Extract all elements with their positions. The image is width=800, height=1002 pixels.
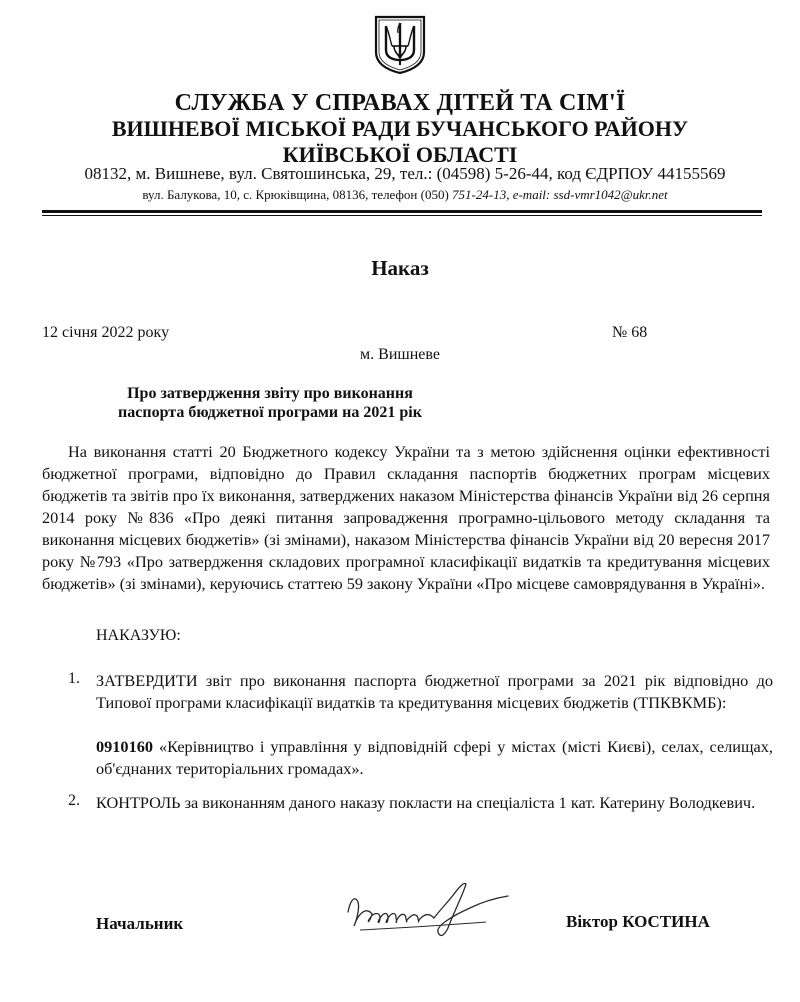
item1-number: 1.	[68, 670, 80, 687]
signatory-name: Віктор КОСТИНА	[566, 912, 710, 931]
header-divider-thin	[42, 215, 762, 216]
budget-program-code: 0910160	[96, 737, 153, 756]
signature-icon	[336, 872, 516, 942]
org-name-line2: ВИШНЕВОЇ МІСЬКОЇ РАДИ БУЧАНСЬКОГО РАЙОНУ	[111, 116, 689, 141]
item1-text: ЗАТВЕРДИТИ звіт про виконання паспорта бюджетної програми за 2021 рік відповідно до Типової програми класифікації видатків та кредитування місцевих бюджетів (ТПКВКМБ):	[96, 671, 773, 712]
subject-line2: паспорта бюджетної програми на 2021 рік	[118, 404, 422, 421]
coat-of-arms-icon	[372, 14, 428, 74]
org-address-secondary	[0, 187, 800, 203]
document-city: м. Вишневе	[360, 346, 440, 363]
preamble-paragraph: На виконання статті 20 Бюджетного кодексу України та з метою здійснення оцінки ефективності бюджетної програми, відповідно до Правил складання паспортів бюджетних програм місцевих бюджетів та звітів про їх виконання, затверджених наказом Міністерства фінансів України від 26 серпня 2014 року №836 «Про деякі питання запровадження програмно-цільового методу складання та виконання місцевих бюджетів» (зі змінами), наказом Міністерства фінансів України від 20 вересня 2017 року №793 «Про затвердження складових програмної класифікації видатків та кредитування місцевих бюджетів» (зі змінами), керуючись статтею 59 закону України «Про місцеве самоврядування в Україні».	[42, 442, 770, 593]
org-name-line3: КИЇВСЬКОЇ ОБЛАСТІ	[282, 142, 518, 167]
address2-prefix: вул. Балукова, 10, с. Крюківщина, 08136, телефон (050)	[142, 187, 453, 202]
signatory-title: Начальник	[96, 914, 184, 933]
document-title: Наказ	[371, 256, 429, 280]
subject-line1: Про затвердження звіту про виконання	[127, 385, 413, 402]
item2-text: КОНТРОЛЬ за виконанням даного наказу покласти на спеціаліста 1 кат. Катерину Володкевич.	[96, 793, 756, 812]
item1-code-paragraph	[96, 736, 773, 780]
address2-phone: 751-24-13	[452, 187, 507, 202]
document-date: 12 січня 2022 року	[42, 324, 170, 341]
org-name-line1: СЛУЖБА У СПРАВАХ ДІТЕЙ ТА СІМ'Ї	[174, 90, 626, 116]
org-address-main: 08132, м. Вишневе, вул. Святошинська, 29, тел.: (04598) 5-26-44, код ЄДРПОУ 44155569	[84, 164, 726, 183]
header-divider-thick	[42, 210, 762, 213]
orders-heading: НАКАЗУЮ:	[96, 627, 181, 644]
item2-number: 2.	[68, 792, 80, 809]
budget-program-name: «Керівництво і управління у відповідній сфері у містах (місті Києві), селах, селищах, об'єднаних територіальних громадах».	[96, 737, 773, 778]
document-number: № 68	[612, 324, 648, 341]
address2-email: , e-mail: ssd-vmr1042@ukr.net	[506, 187, 668, 202]
